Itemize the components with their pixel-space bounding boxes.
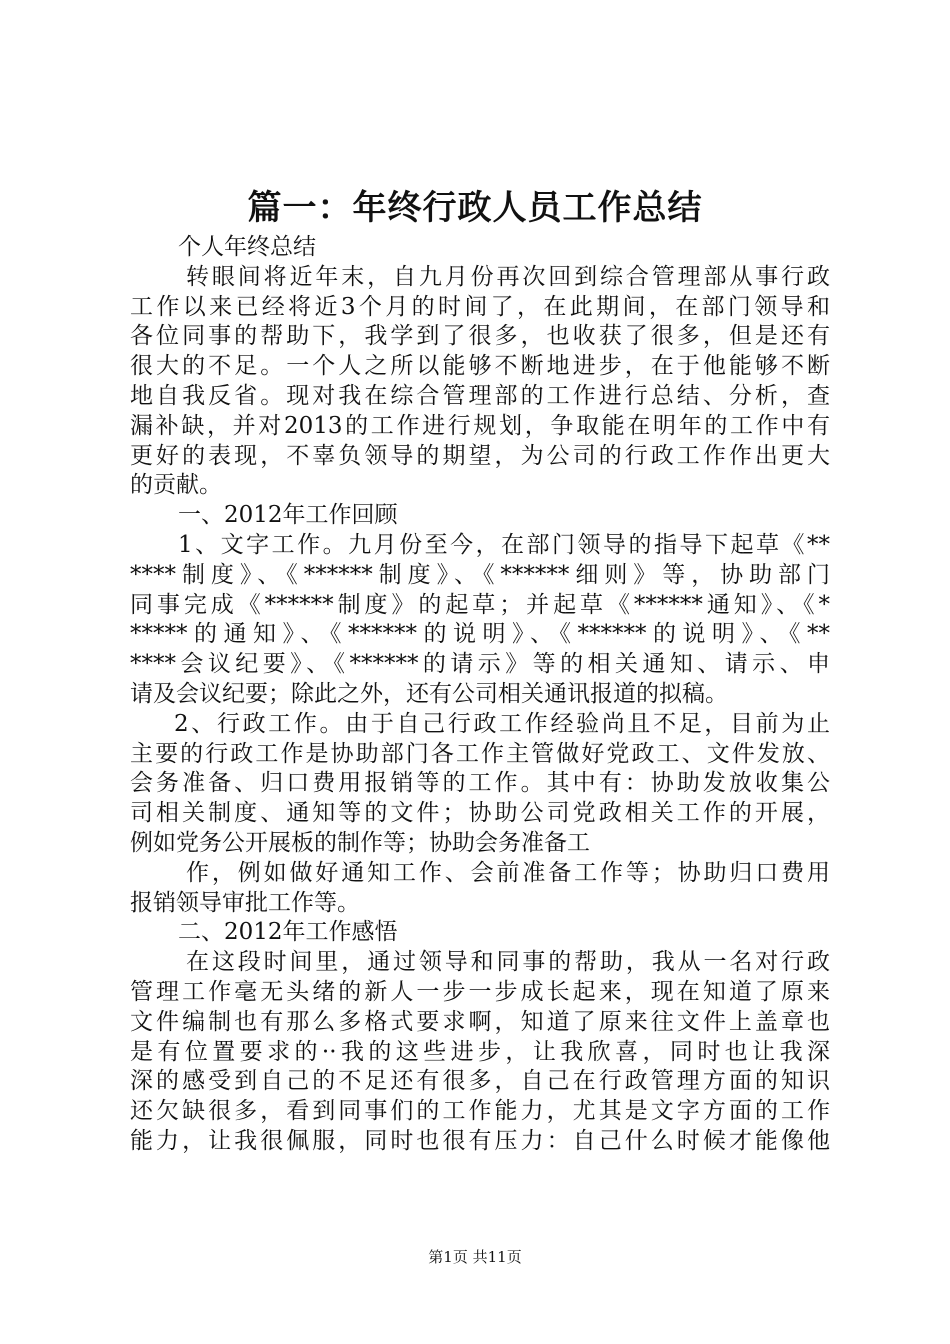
text-line: 能力，让我很佩服，同时也很有压力：自己什么时候才能像他 xyxy=(130,1127,830,1154)
text-line: 文件编制也有那么多格式要求啊，知道了原来往文件上盖章也 xyxy=(130,1008,830,1035)
text-line: 在这段时间里，通过领导和同事的帮助，我从一名对行政 xyxy=(186,949,830,976)
section-heading: 一、2012年工作回顾 xyxy=(178,502,398,529)
text-line: 请及会议纪要；除此之外，还有公司相关通讯报道的拟稿。 xyxy=(130,680,728,707)
text-line: 各位同事的帮助下，我学到了很多，也收获了很多，但是还有 xyxy=(130,323,830,350)
text-line: 还欠缺很多，看到同事们的工作能力，尤其是文字方面的工作 xyxy=(130,1098,830,1125)
text-line: 个人年终总结 xyxy=(178,234,316,260)
text-line: 同事完成《******制度》的起草；并起草《******通知》、《* xyxy=(130,591,830,618)
text-line: 漏补缺，并对2013的工作进行规划，争取能在明年的工作中有 xyxy=(130,412,830,439)
text-line: 地自我反省。现对我在综合管理部的工作进行总结、分析，查 xyxy=(130,382,830,409)
text-line: 1、文字工作。九月份至今，在部门领导的指导下起草《** xyxy=(178,531,830,558)
text-line: ****制度》、《******制度》、《******细则》等，协助部门 xyxy=(130,561,830,588)
text-line: 工作以来已经将近3个月的时间了，在此期间，在部门领导和 xyxy=(130,293,830,320)
document-body xyxy=(130,233,830,1157)
section-heading: 二、2012年工作感悟 xyxy=(178,919,398,946)
text-line: 会务准备、归口费用报销等的工作。其中有：协助发放收集公 xyxy=(130,770,830,797)
text-line: 例如党务公开展板的制作等；协助会务准备工 xyxy=(130,829,590,856)
text-line: 很大的不足。一个人之所以能够不断地进步，在于他能够不断 xyxy=(130,353,830,380)
text-line: 司相关制度、通知等的文件；协助公司党政相关工作的开展， xyxy=(130,800,830,827)
text-line: 2、行政工作。由于自己行政工作经验尚且不足，目前为止 xyxy=(174,710,830,737)
text-line: *****的通知》、《******的说明》、《******的说明》、《** xyxy=(130,621,830,648)
text-line: 更好的表现，不辜负领导的期望，为公司的行政工作作出更大 xyxy=(130,442,830,469)
document-title: 篇一：年终行政人员工作总结 xyxy=(247,188,703,228)
page-number: 第1页 共11页 xyxy=(428,1248,522,1266)
text-line: ****会议纪要》、《******的请示》等的相关通知、请示、申 xyxy=(130,651,830,678)
text-line: 转眼间将近年末，自九月份再次回到综合管理部从事行政 xyxy=(186,263,830,290)
text-line: 作，例如做好通知工作、会前准备工作等；协助归口费用 xyxy=(186,859,830,886)
text-line: 深的感受到自己的不足还有很多，自己在行政管理方面的知识 xyxy=(130,1068,830,1095)
text-line: 管理工作毫无头绪的新人一步一步成长起来，现在知道了原来 xyxy=(130,978,830,1005)
text-line: 是有位置要求的··我的这些进步，让我欣喜，同时也让我深 xyxy=(130,1038,830,1065)
text-line: 的贡献。 xyxy=(130,472,222,499)
text-line: 主要的行政工作是协助部门各工作主管做好党政工、文件发放、 xyxy=(130,740,830,767)
text-line: 报销领导审批工作等。 xyxy=(130,889,360,916)
